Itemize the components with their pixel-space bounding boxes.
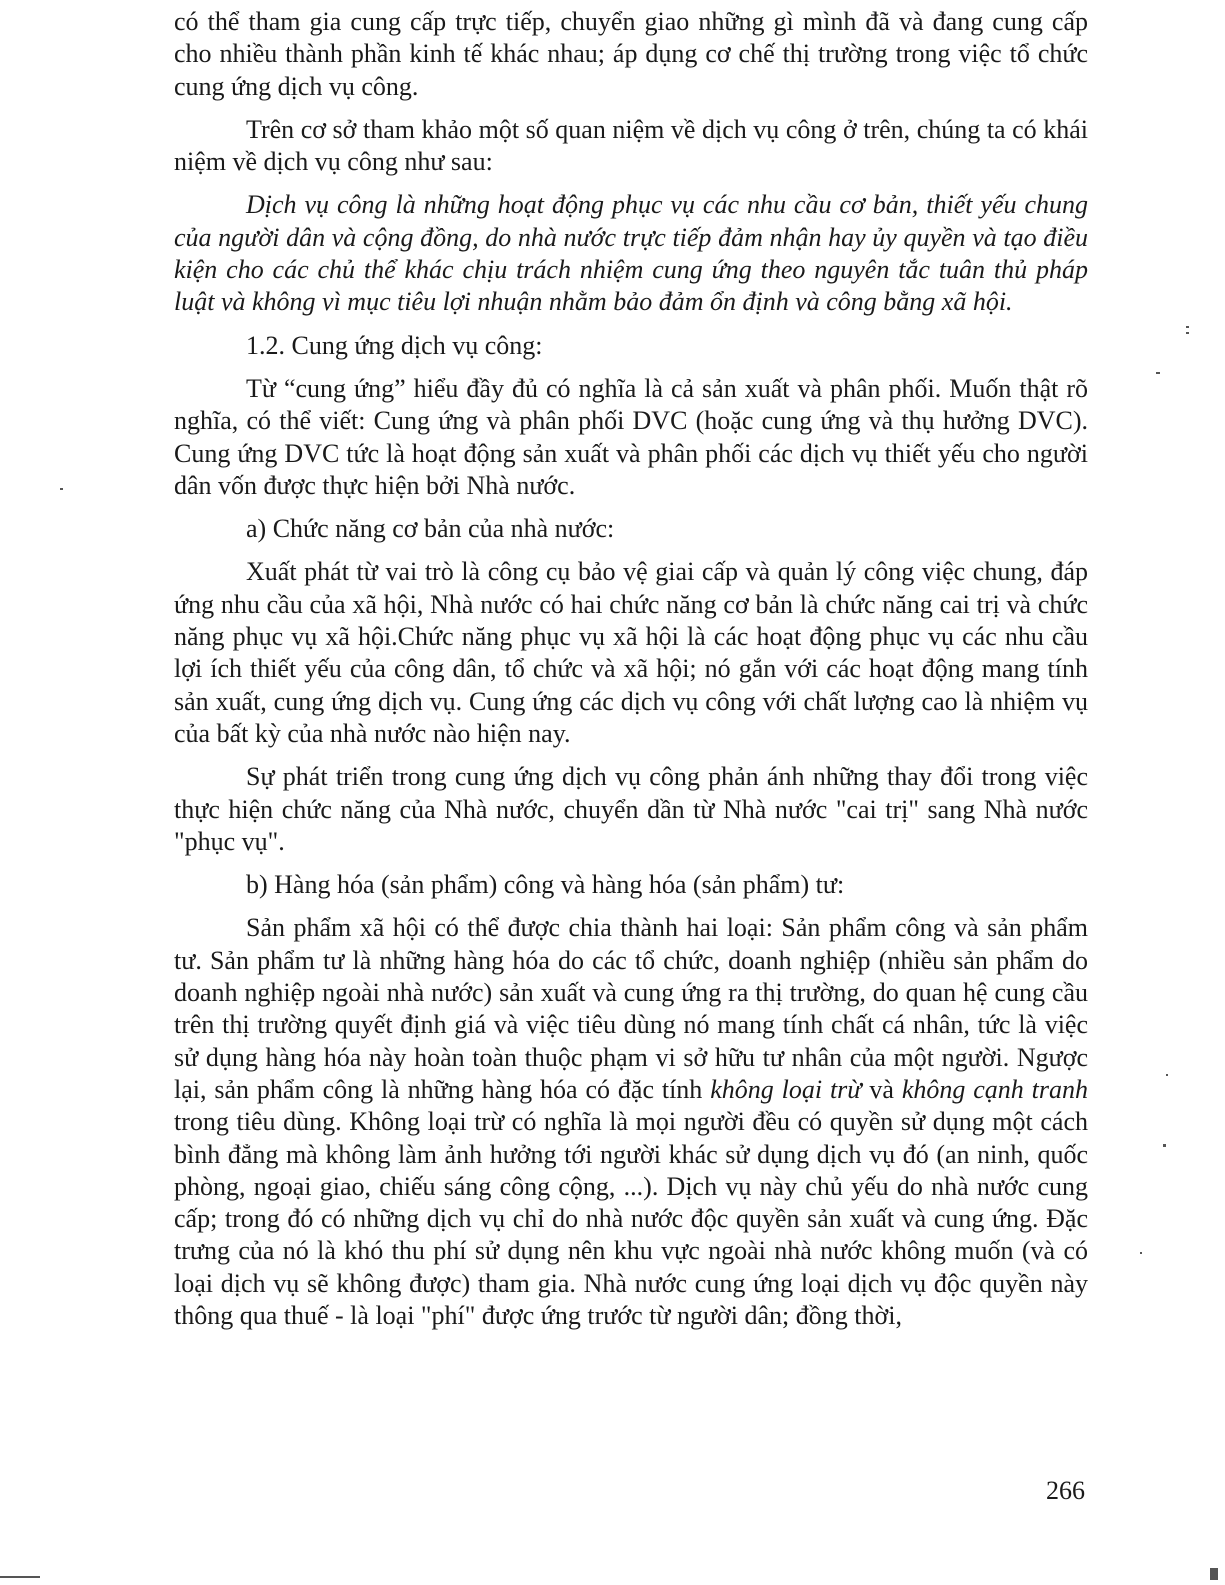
paragraph-definition: Dịch vụ công là những hoạt động phục vụ các nhu cầu cơ bản, thiết yếu chung của người dân và cộng đồng, do nhà nước trực tiếp đảm nhận hay ủy quyền và tạo điều kiện cho các chủ thể khác chịu trách nhiệm cung ứng theo nguyên tắc tuân thủ pháp luật và không vì mục tiêu lợi nhuận nhằm bảo đảm ổn định và công bằng xã hội. — [174, 190, 1088, 317]
text-run: trong tiêu dùng. Không loại trừ có nghĩa là mọi người đều có quyền sử dụng một cách bình đẳng mà không làm ảnh hưởng tới người khác sử dụng dịch vụ đó (an ninh, quốc phòng, ngoại giao, chiếu sáng công cộng, ...). Dịch vụ này chủ yếu do nhà nước cung cấp; trong đó có những dịch vụ chỉ do nhà nước độc quyền sản xuất và cung ứng. Đặc trưng của nó là khó thu phí sử dụng nên khu vực ngoài nhà nước không muốn (và có loại dịch vụ sẽ không được) tham gia. Nhà nước cung ứng loại dịch vụ độc quyền này thông qua thuế - là loại "phí" được ứng trước từ người dân; đồng thời, — [174, 1107, 1088, 1330]
scan-speck — [60, 488, 63, 490]
scan-speck — [1210, 1568, 1218, 1580]
paragraph-state-functions: Xuất phát từ vai trò là công cụ bảo vệ giai cấp và quản lý công việc chung, đáp ứng nhu cầu của xã hội, Nhà nước có hai chức năng cơ bản là chức năng cai trị và chức năng phục vụ xã hội.Chức năng phục vụ xã hội là các hoạt động phục vụ các nhu cầu lợi ích thiết yếu của công dân, tổ chức và xã hội; nó gắn với các hoạt động mang tính sản xuất, cung ứng dịch vụ. Cung ứng các dịch vụ công với chất lượng cao là nhiệm vụ của bất kỳ của nhà nước nào hiện nay. — [174, 557, 1088, 748]
scan-speck — [1186, 332, 1189, 334]
scan-speck — [1186, 326, 1189, 328]
emphasis-non-rival: không cạnh tranh — [901, 1074, 1089, 1104]
subheading-a: a) Chức năng cơ bản của nhà nước: — [246, 514, 615, 544]
document-page — [174, 6, 1088, 1343]
scan-speck — [1156, 372, 1160, 374]
scan-speck — [1140, 1252, 1142, 1254]
text-run: Sản phẩm xã hội có thể được chia thành hai loại: Sản phẩm công và sản phẩm tư. Sản phẩm tư là những hàng hóa do các tổ chức, doanh nghiệp (nhiều sản phẩm do doanh nghiệp ngoài nhà nước) sản xuất và cung ứng ra thị trường, do quan hệ cung cầu trên thị trường quyết định giá và việc tiêu dùng nó mang tính chất cá nhân, tức là việc sử dụng hàng hóa này hoàn toàn thuộc phạm vi sở hữu tư nhân của một người. Ngược lại, sản phẩm công là những hàng hóa có đặc tính — [174, 913, 1088, 1104]
scan-speck — [1163, 1144, 1166, 1147]
emphasis-non-excludable: không loại trừ — [710, 1074, 862, 1104]
text-run: và — [861, 1074, 902, 1104]
scan-speck — [1166, 1074, 1168, 1076]
paragraph-continuation: có thể tham gia cung cấp trực tiếp, chuyển giao những gì mình đã và đang cung cấp cho nhiều thành phần kinh tế khác nhau; áp dụng cơ chế thị trường trong việc tổ chức cung ứng dịch vụ công. — [174, 7, 1088, 101]
section-heading-1-2: 1.2. Cung ứng dịch vụ công: — [246, 330, 543, 360]
paragraph-public-private-goods — [174, 912, 1088, 1332]
subheading-b: b) Hàng hóa (sản phẩm) công và hàng hóa (sản phẩm) tư: — [246, 870, 845, 900]
paragraph-intro-concept: Trên cơ sở tham khảo một số quan niệm về dịch vụ công ở trên, chúng ta có khái niệm về dịch vụ công như sau: — [174, 114, 1088, 177]
paragraph-development: Sự phát triển trong cung ứng dịch vụ công phản ánh những thay đổi trong việc thực hiện chức năng của Nhà nước, chuyển dần từ Nhà nước "cai trị" sang Nhà nước "phục vụ". — [174, 762, 1088, 856]
page-number: 266 — [1046, 1476, 1085, 1505]
scan-speck — [0, 1576, 40, 1578]
paragraph-supply-meaning: Từ “cung ứng” hiểu đầy đủ có nghĩa là cả sản xuất và phân phối. Muốn thật rõ nghĩa, có thể viết: Cung ứng và phân phối DVC (hoặc cung ứng và thụ hưởng DVC). Cung ứng DVC tức là hoạt động sản xuất và phân phối các dịch vụ thiết yếu cho người dân vốn được thực hiện bởi Nhà nước. — [174, 373, 1088, 500]
